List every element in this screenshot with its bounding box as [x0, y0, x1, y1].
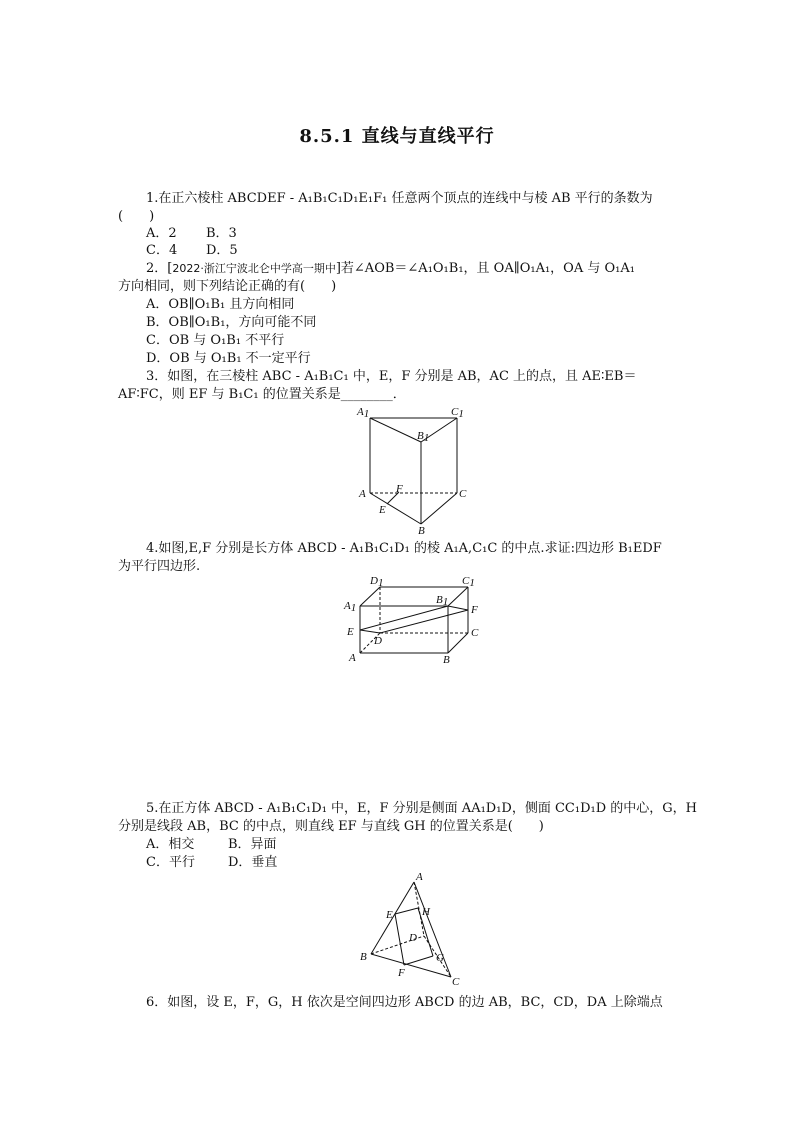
- q4-line1: 4.如图,E,F 分别是长方体 ABCD - A₁B₁C₁D₁ 的棱 A₁A,C₁C 的中点.求证:四边形 B₁EDF: [146, 541, 662, 556]
- label-f: F: [398, 967, 405, 979]
- label-b: B: [360, 951, 367, 963]
- label-c1: C1: [462, 575, 475, 589]
- q5-option-a: A．相交: [146, 837, 195, 852]
- q3-line2: AF∶FC，则 EF 与 B₁C₁ 的位置关系是________．: [118, 387, 406, 402]
- q2-line1-rest: ]若∠AOB＝∠A₁O₁B₁，且 OA∥O₁A₁，OA 与 O₁A₁: [335, 261, 635, 276]
- q5-option-d: D．垂直: [228, 855, 278, 870]
- q2-line1: [146, 260, 635, 277]
- q5-line2: 分别是线段 AB，BC 的中点，则直线 EF 与直线 GH 的位置关系是( ): [118, 819, 544, 834]
- q1-option-a: A．2: [146, 226, 177, 241]
- label-c: C: [452, 976, 460, 988]
- label-b1: B1: [417, 430, 430, 444]
- page-title: 8.5.1 直线与直线平行: [299, 126, 495, 147]
- q1-line2: ( ): [118, 209, 155, 224]
- label-a: A: [359, 488, 366, 500]
- label-d1: D1: [370, 575, 384, 589]
- q5-line1: 5.在正方体 ABCD - A₁B₁C₁D₁ 中，E，F 分别是侧面 AA₁D₁D，侧面 CC₁D₁D 的中心，G，H: [146, 801, 698, 816]
- q2-option-d: D．OB 与 O₁B₁ 不一定平行: [146, 351, 311, 366]
- q4-line2: 为平行四边形.: [118, 559, 201, 574]
- q3-line1: 3．如图，在三棱柱 ABC - A₁B₁C₁ 中，E，F 分别是 AB，AC 上的点，且 AE∶EB＝: [146, 369, 637, 384]
- prism-figure: [355, 402, 475, 537]
- label-g: G: [436, 952, 444, 964]
- label-b: B: [443, 654, 450, 665]
- label-b1: B1: [436, 594, 449, 608]
- q1-option-d: D．5: [206, 243, 238, 258]
- q5-option-b: B．异面: [228, 837, 277, 852]
- q1-option-b: B．3: [206, 226, 237, 241]
- q2-line2: 方向相同，则下列结论正确的有( ): [118, 279, 337, 294]
- label-h: H: [422, 906, 430, 918]
- q2-option-c: C．OB 与 O₁B₁ 不平行: [146, 333, 285, 348]
- q1-line1: 1.在正六棱柱 ABCDEF - A₁B₁C₁D₁E₁F₁ 任意两个顶点的连线中与棱 AB 平行的条数为: [146, 191, 653, 206]
- quadrilateral-figure: [358, 868, 468, 990]
- q2-option-a: A．OB∥O₁B₁ 且方向相同: [146, 297, 295, 312]
- label-f: F: [396, 483, 403, 495]
- label-c1: C1: [451, 406, 464, 420]
- label-b: B: [418, 525, 425, 537]
- label-a1: A1: [344, 600, 357, 614]
- label-a: A: [416, 871, 423, 883]
- label-e: E: [386, 909, 393, 921]
- cuboid-figure: [340, 573, 488, 665]
- label-d: D: [409, 932, 417, 944]
- q5-option-c: C．平行: [146, 855, 195, 870]
- label-c: C: [459, 488, 467, 500]
- q1-option-c: C．4: [146, 243, 178, 258]
- q2-source: 2022·浙江宁波北仑中学高一期中: [172, 262, 336, 275]
- label-e: E: [379, 504, 386, 516]
- label-d: D: [374, 635, 382, 647]
- label-f: F: [471, 604, 478, 616]
- label-a: A: [349, 652, 356, 664]
- label-e: E: [347, 626, 354, 638]
- q2-option-b: B．OB∥O₁B₁，方向可能不同: [146, 315, 317, 330]
- q6-line1: 6．如图，设 E，F，G，H 依次是空间四边形 ABCD 的边 AB，BC，CD，DA 上除端点: [146, 995, 663, 1010]
- label-a1: A1: [357, 406, 370, 420]
- q2-prefix: 2．[: [146, 261, 173, 276]
- label-c: C: [471, 627, 479, 639]
